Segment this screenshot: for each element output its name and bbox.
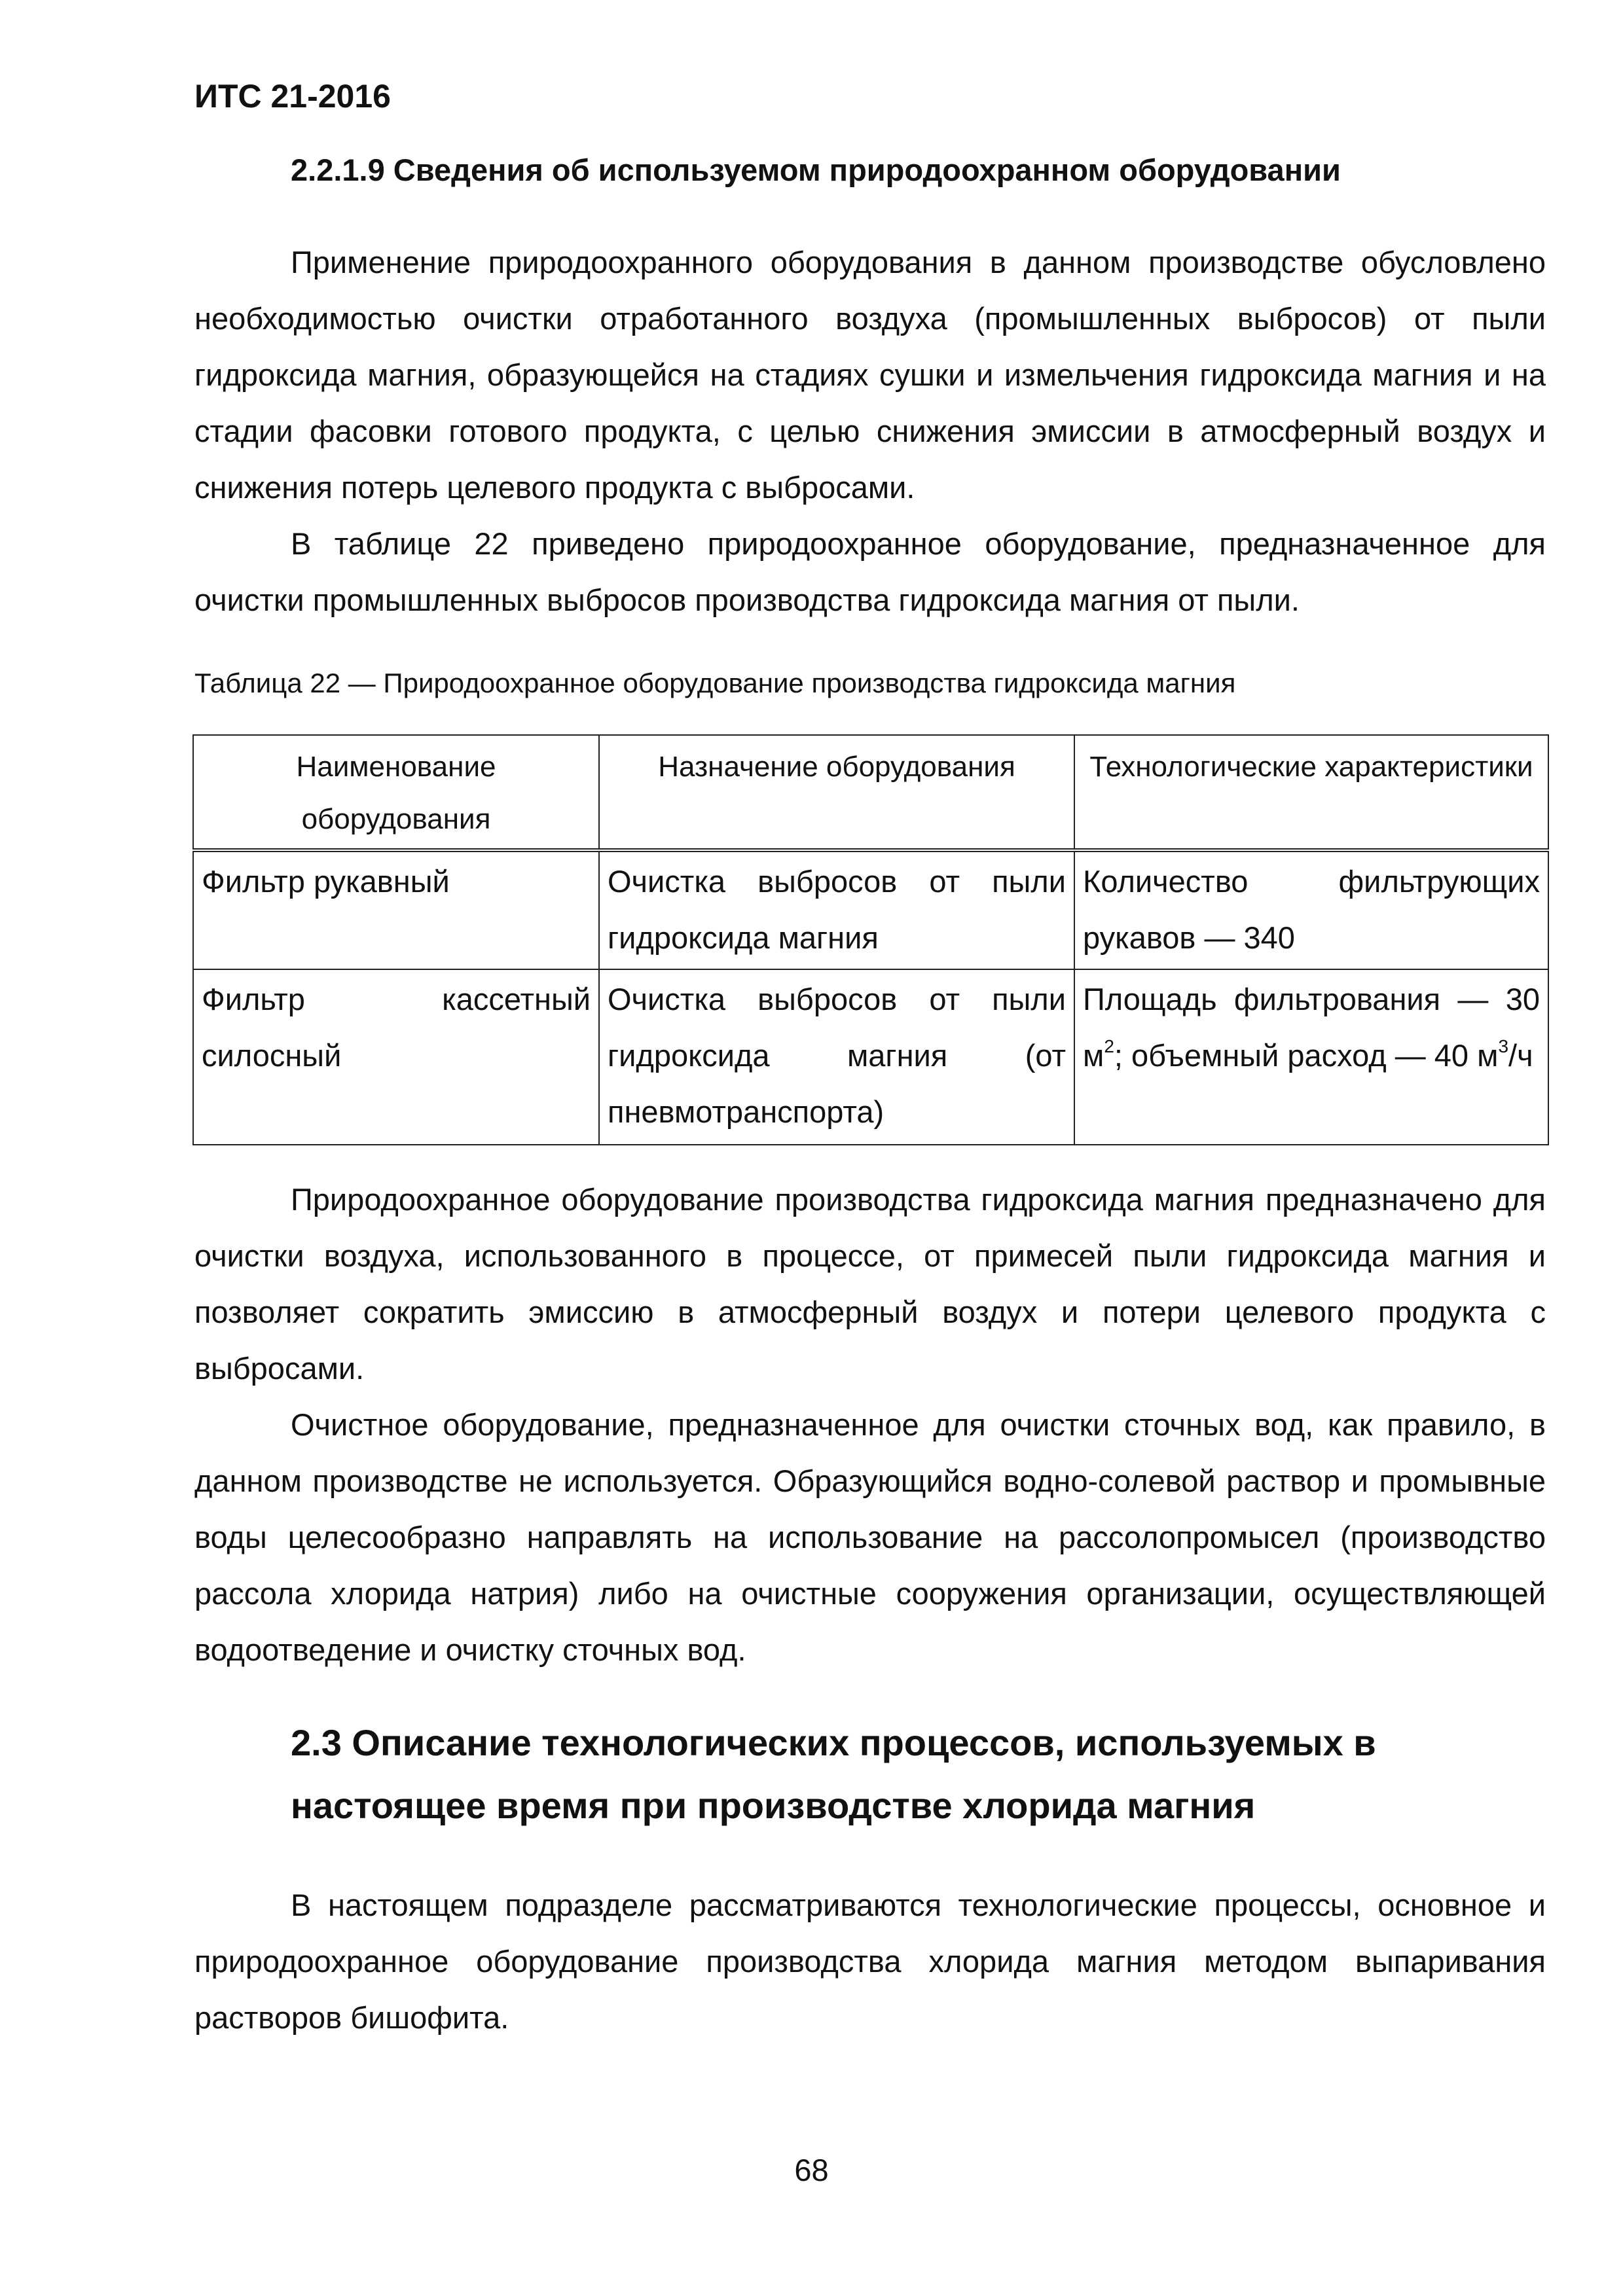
cell-equipment-name: Фильтр рукавный [193,850,599,969]
specs-flow-value: 40 м [1434,1038,1499,1073]
intro-paragraph-1: Применение природоохранного оборудования в данном производстве обусловлено необходимостью очистки отработанного воздуха (промышленных выбросов) от пыли гидроксида магния, образующейся на стадиях сушки и измельчения гидроксида магния и на стадии фасовки готового продукта, с целью снижения эмиссии в атмосферный воздух и снижения потерь целевого продукта с выбросами. [194,245,1546,505]
page-number: 68 [794,2153,829,2187]
cell-equipment-purpose: Очистка выбросов от пыли гидроксида магния [599,850,1074,969]
column-header-name: Наименование оборудования [193,735,599,850]
table-row [193,969,1548,1145]
cell-equipment-specs [1074,969,1548,1145]
subsection-heading: 2.2.1.9 Сведения об используемом природоохранном оборудовании [291,152,1341,187]
specs-area-value: 30 м [1083,982,1540,1073]
column-header-specs: Технологические характеристики [1074,735,1548,850]
table-caption: Таблица 22 — Природоохранное оборудование производства гидроксида магния [194,668,1236,698]
specs-flow-unit: /ч [1508,1038,1533,1073]
cell-equipment-purpose: Очистка выбросов от пыли гидроксида магния (от пневмотранспорта) [599,969,1074,1145]
document-code: ИТС 21-2016 [194,78,391,115]
section-paragraph: В настоящем подразделе рассматриваются технологические процессы, основное и природоохранное оборудование производства хлорида магния методом выпаривания растворов бишофита. [194,1888,1546,2035]
cell-equipment-specs: Количество фильтрующих рукавов — 340 [1074,850,1548,969]
intro-paragraph-2: В таблице 22 приведено природоохранное оборудование, предназначенное для очистки промышленных выбросов производства гидроксида магния от пыли. [194,526,1546,617]
specs-area-exponent: 2 [1104,1036,1114,1057]
specs-flow-label: ; объемный расход — [1114,1038,1426,1073]
equipment-table [192,734,1549,1145]
section-heading: 2.3 Описание технологических процессов, используемых в настоящее время при производстве хлорида магния [291,1722,1376,1826]
specs-area-label: Площадь фильтрования — [1083,982,1489,1016]
table-header-row [193,735,1548,850]
column-header-purpose: Назначение оборудования [599,735,1074,850]
specs-flow-exponent: 3 [1498,1036,1509,1057]
table-row [193,850,1548,969]
cell-equipment-name: Фильтр кассетный силосный [193,969,599,1145]
after-table-paragraph-2: Очистное оборудование, предназначенное для очистки сточных вод, как правило, в данном производстве не используется. Образующийся водно-солевой раствор и промывные воды целесообразно направлять на использование на рассолопромысел (производство рассола хлорида натрия) либо на очистные сооружения организации, осуществляющей водоотведение и очистку сточных вод. [194,1407,1546,1667]
after-table-paragraph-1: Природоохранное оборудование производства гидроксида магния предназначено для очистки воздуха, использованного в процессе, от примесей пыли гидроксида магния и позволяет сократить эмиссию в атмосферный воздух и потери целевого продукта с выбросами. [194,1182,1546,1386]
